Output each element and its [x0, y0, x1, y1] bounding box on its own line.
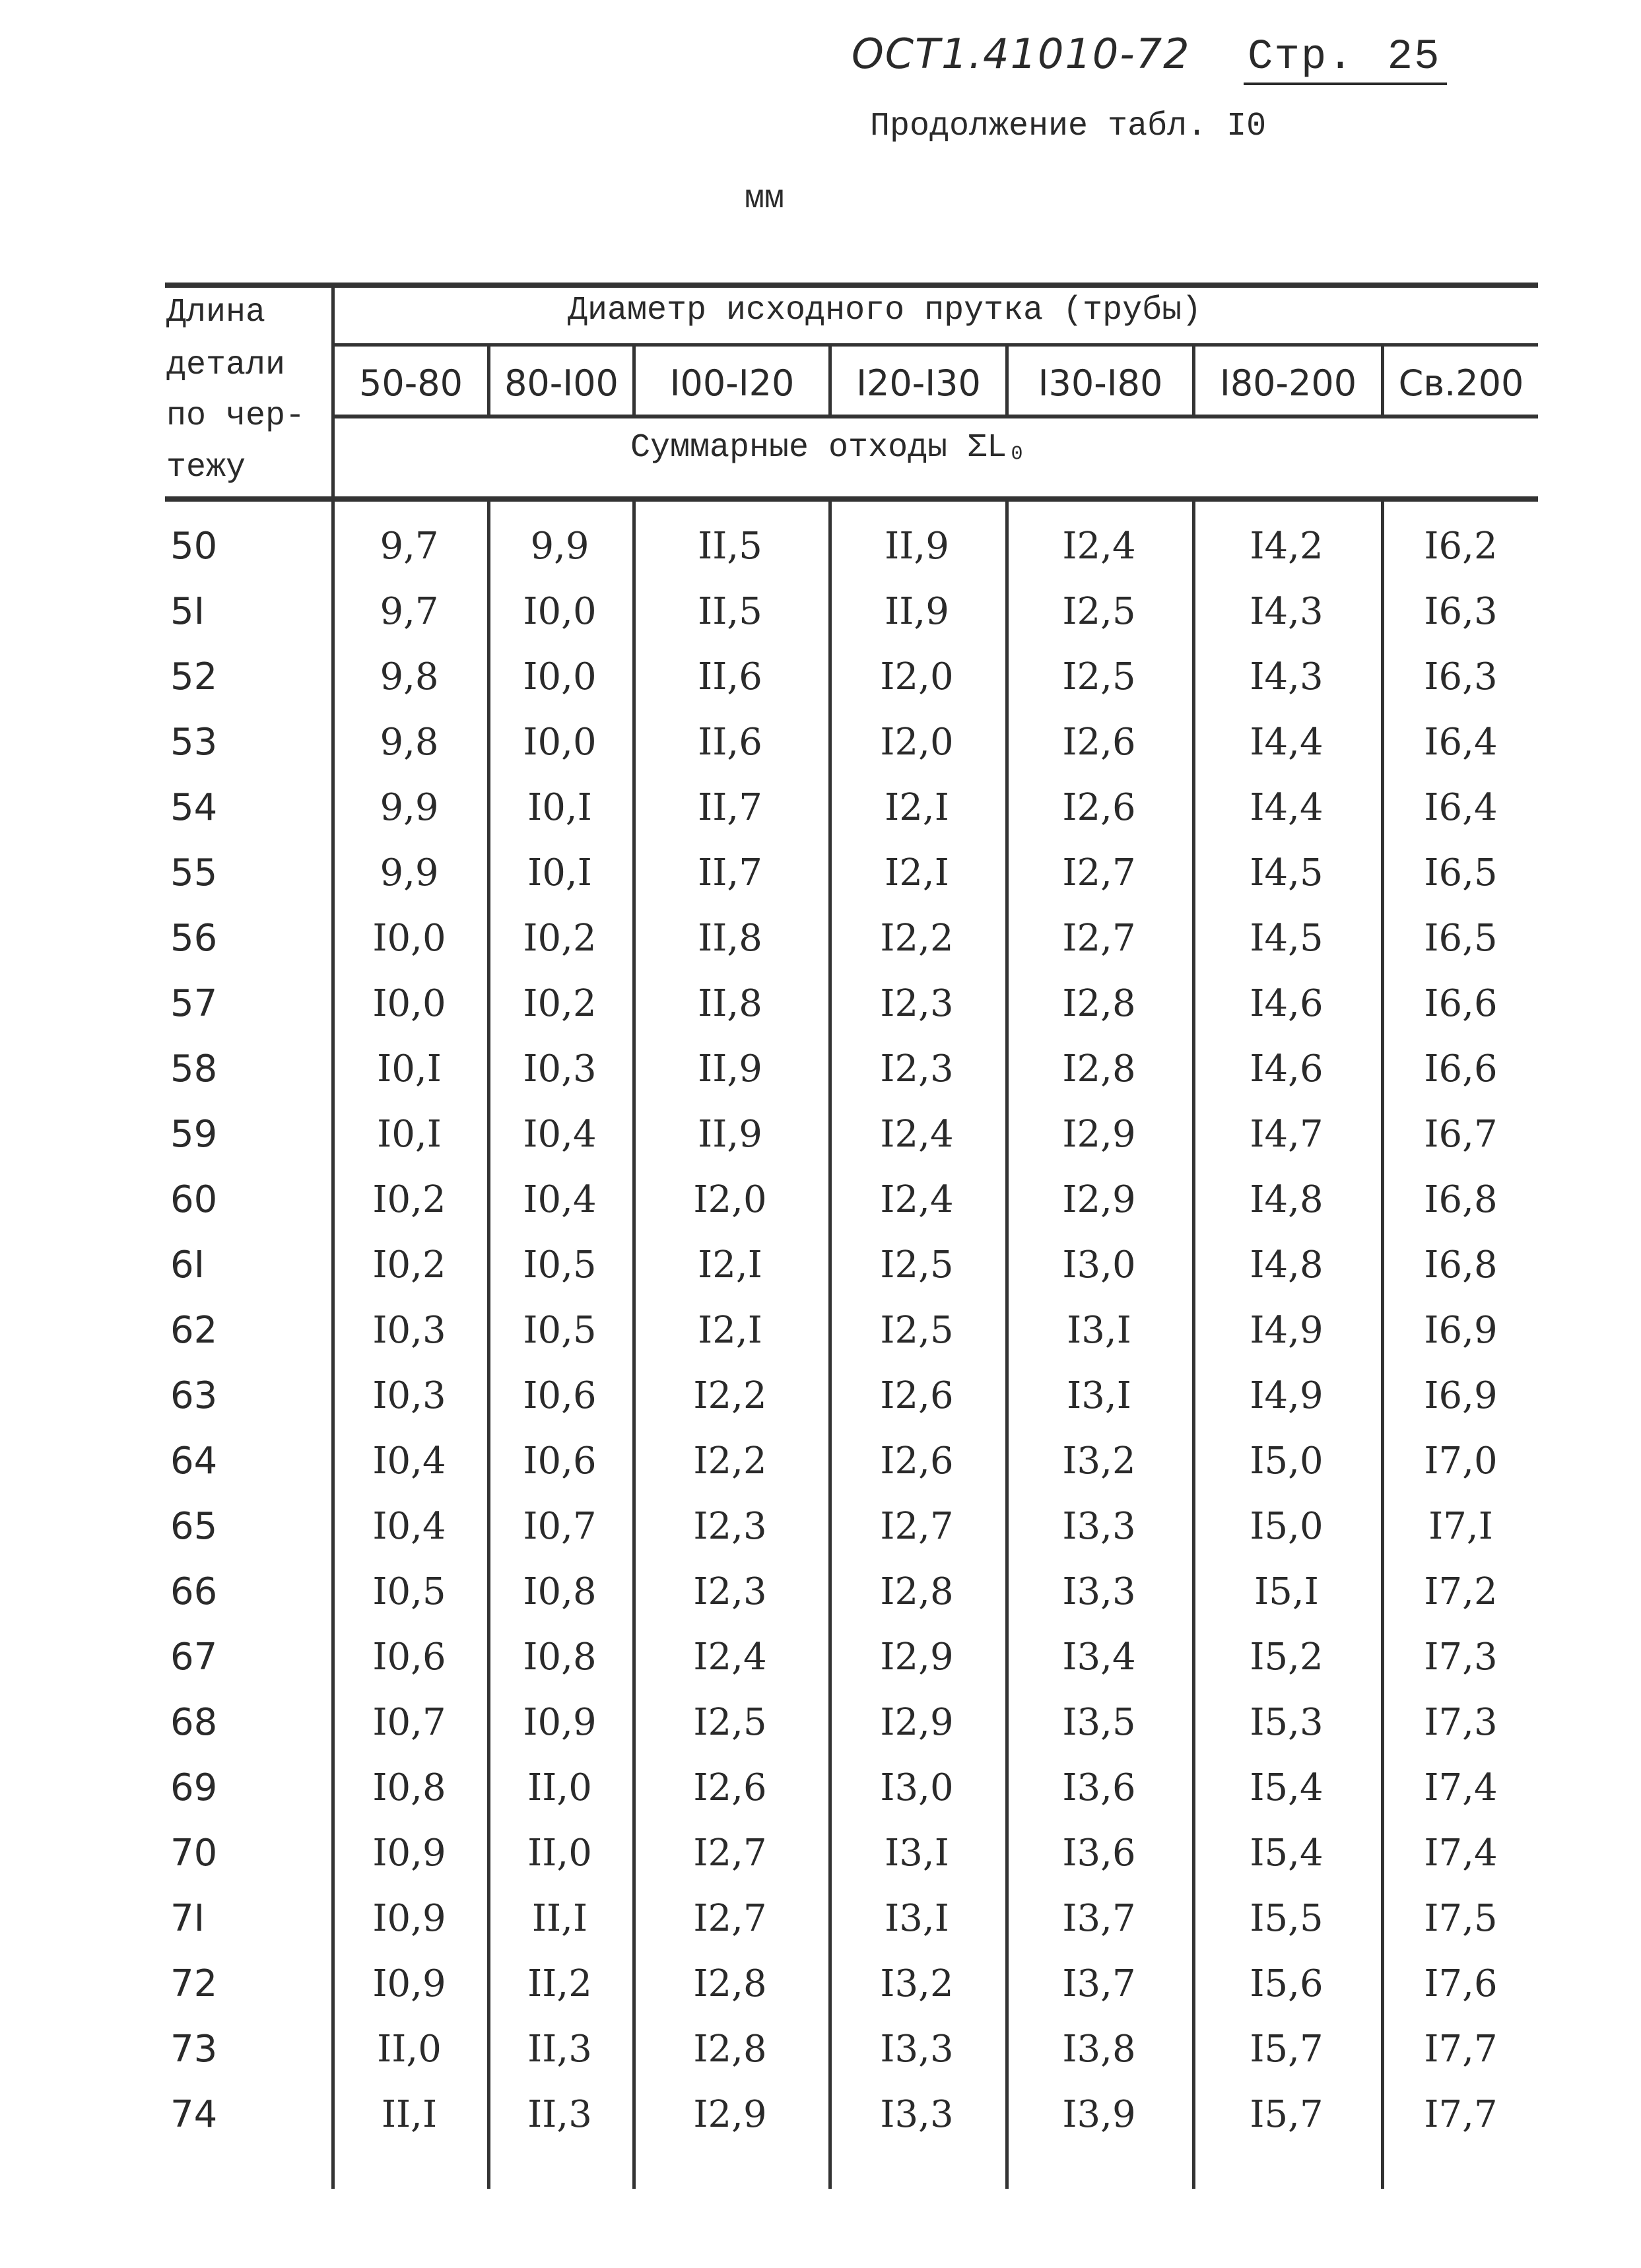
table-cell: I2,I: [698, 1309, 762, 1352]
row-length-label: 64: [170, 1440, 218, 1483]
row-length-label: 56: [170, 917, 218, 960]
table-cell: I2,7: [1062, 851, 1136, 894]
table-cell: I4,4: [1250, 786, 1323, 829]
table-cell: I3,2: [1062, 1440, 1136, 1483]
table-cell: I6,7: [1424, 1113, 1498, 1156]
column-header: 80-I00: [504, 362, 619, 404]
table-cell: I2,8: [880, 1570, 954, 1613]
table-cell: I6,8: [1424, 1178, 1498, 1221]
row-length-label: 54: [170, 786, 218, 829]
column-header: 50-80: [359, 362, 463, 404]
table-cell: I0,0: [372, 982, 446, 1025]
page-label-group: [1244, 34, 1447, 85]
stub-header-line: по чер-: [166, 397, 306, 435]
table-cell: I0,I: [377, 1113, 442, 1156]
table-cell: I5,4: [1250, 1832, 1323, 1875]
table-cell: I3,6: [1062, 1766, 1136, 1809]
table-cell: I2,5: [1062, 655, 1136, 698]
row-length-label: 5I: [170, 590, 205, 633]
table-cell: I0,4: [372, 1440, 446, 1483]
group-header: Диаметр исходного прутка (трубы): [568, 292, 1202, 329]
table-cell: II,8: [698, 982, 762, 1025]
table-cell: 9,7: [380, 590, 439, 633]
body-divider: [1381, 502, 1384, 2189]
row-length-label: 55: [170, 851, 218, 894]
table-cell: I3,3: [1062, 1505, 1136, 1548]
table-cell: I3,8: [1062, 2028, 1136, 2071]
body-divider: [1192, 502, 1195, 2189]
table-cell: II,0: [377, 2028, 442, 2071]
table-cell: I3,3: [880, 2093, 954, 2136]
table-cell: I2,5: [880, 1244, 954, 1286]
table-cell: 9,8: [380, 721, 439, 764]
table-cell: I6,4: [1424, 786, 1498, 829]
table-cell: I4,8: [1250, 1178, 1323, 1221]
stub-header-line: детали: [166, 347, 286, 384]
row-length-label: 7I: [170, 1897, 205, 1940]
table-cell: II,9: [885, 590, 949, 633]
table-cell: I2,2: [693, 1374, 767, 1417]
table-cell: I4,8: [1250, 1244, 1323, 1286]
document-header: [852, 30, 1447, 85]
table-cell: I3,7: [1062, 1897, 1136, 1940]
table-cell: I7,3: [1424, 1636, 1498, 1679]
table-cell: I0,8: [372, 1766, 446, 1809]
table-cell: I5,0: [1250, 1505, 1323, 1548]
row-header-divider: [331, 288, 335, 2189]
column-header: I80-200: [1219, 362, 1357, 404]
table-cell: I0,7: [372, 1701, 446, 1744]
column-header: I20-I30: [856, 362, 981, 404]
table-cell: I0,I: [527, 786, 592, 829]
row-length-label: 58: [170, 1048, 218, 1090]
table-cell: I2,5: [693, 1701, 767, 1744]
table-cell: I2,4: [693, 1636, 767, 1679]
table-cell: I3,I: [1067, 1374, 1131, 1417]
table-cell: I0,I: [377, 1048, 442, 1090]
document-code: OCT1.41010-72: [852, 30, 1191, 78]
column-header: I30-I80: [1038, 362, 1163, 404]
row-length-label: 62: [170, 1309, 218, 1352]
table-cell: II,0: [527, 1832, 592, 1875]
row-length-label: 66: [170, 1570, 218, 1613]
table-cell: I3,9: [1062, 2093, 1136, 2136]
table-cell: I7,I: [1428, 1505, 1493, 1548]
table-cell: I7,5: [1424, 1897, 1498, 1940]
sub-header: Суммарные отходы ΣL₀: [630, 429, 1027, 467]
table-cell: I2,3: [880, 1048, 954, 1090]
table-cell: I6,3: [1424, 590, 1498, 633]
table-cell: I5,6: [1250, 1962, 1323, 2005]
table-cell: I4,3: [1250, 655, 1323, 698]
table-cell: I7,7: [1424, 2028, 1498, 2071]
table-cell: I3,6: [1062, 1832, 1136, 1875]
row-length-label: 63: [170, 1374, 218, 1417]
row-length-label: 73: [170, 2028, 218, 2071]
table-cell: I4,5: [1250, 851, 1323, 894]
table-top-rule: [165, 283, 1538, 288]
table-cell: II,I: [381, 2093, 438, 2136]
group-header-rule: [333, 343, 1538, 347]
table-cell: I3,I: [1067, 1309, 1131, 1352]
column-header: Св.200: [1398, 362, 1524, 404]
table-cell: I0,9: [372, 1832, 446, 1875]
table-cell: I3,5: [1062, 1701, 1136, 1744]
table-cell: I3,3: [1062, 1570, 1136, 1613]
table-cell: I4,6: [1250, 1048, 1323, 1090]
table-cell: I5,2: [1250, 1636, 1323, 1679]
table-cell: I0,9: [372, 1962, 446, 2005]
table-cell: I0,7: [523, 1505, 597, 1548]
table-cell: I2,6: [693, 1766, 767, 1809]
table-cell: I3,0: [880, 1766, 954, 1809]
table-cell: I3,I: [885, 1897, 949, 1940]
table-cell: I5,3: [1250, 1701, 1323, 1744]
table-cell: I2,0: [880, 655, 954, 698]
table-cell: I4,4: [1250, 721, 1323, 764]
table-cell: I0,5: [523, 1309, 597, 1352]
table-cell: I6,6: [1424, 1048, 1498, 1090]
table-cell: I2,0: [880, 721, 954, 764]
table-cell: I5,I: [1254, 1570, 1319, 1613]
table-cell: I2,4: [1062, 525, 1136, 568]
table-cell: I2,4: [880, 1113, 954, 1156]
table-cell: I0,5: [372, 1570, 446, 1613]
table-cell: I2,6: [1062, 786, 1136, 829]
table-cell: I0,2: [523, 917, 597, 960]
table-cell: 9,7: [380, 525, 439, 568]
body-divider: [632, 502, 636, 2189]
row-length-label: 53: [170, 721, 218, 764]
table-cell: I0,0: [372, 917, 446, 960]
table-cell: I0,8: [523, 1636, 597, 1679]
table-cell: II,5: [698, 590, 762, 633]
table-cell: I0,4: [523, 1113, 597, 1156]
table-cell: I0,6: [523, 1374, 597, 1417]
row-length-label: 68: [170, 1701, 218, 1744]
table-cell: I0,0: [523, 590, 597, 633]
table-cell: I2,3: [880, 982, 954, 1025]
table-cell: I0,0: [523, 655, 597, 698]
table-cell: II,7: [698, 851, 762, 894]
row-length-label: 6I: [170, 1244, 205, 1286]
table-cell: II,9: [698, 1048, 762, 1090]
body-divider: [1005, 502, 1009, 2189]
table-cell: I0,0: [523, 721, 597, 764]
table-cell: I6,9: [1424, 1309, 1498, 1352]
table-cell: II,3: [527, 2093, 592, 2136]
table-cell: I4,5: [1250, 917, 1323, 960]
table-cell: I3,7: [1062, 1962, 1136, 2005]
table-cell: I7,7: [1424, 2093, 1498, 2136]
row-length-label: 70: [170, 1832, 218, 1875]
table-cell: I7,2: [1424, 1570, 1498, 1613]
table-cell: II,I: [531, 1897, 588, 1940]
table-cell: I7,4: [1424, 1832, 1498, 1875]
table-cell: I2,6: [880, 1374, 954, 1417]
table-cell: II,6: [698, 721, 762, 764]
table-cell: I2,2: [880, 917, 954, 960]
table-cell: I2,9: [1062, 1178, 1136, 1221]
table-cell: I0,4: [523, 1178, 597, 1221]
table-cell: I0,2: [372, 1244, 446, 1286]
table-cell: I2,9: [1062, 1113, 1136, 1156]
page-label: Стр.: [1248, 34, 1355, 81]
table-cell: I6,6: [1424, 982, 1498, 1025]
table-continuation-title: Продолжение табл. I0: [870, 108, 1267, 145]
column-header: I00-I20: [669, 362, 795, 404]
table-cell: I6,2: [1424, 525, 1498, 568]
table-cell: I0,9: [372, 1897, 446, 1940]
table-cell: I7,4: [1424, 1766, 1498, 1809]
table-cell: I0,5: [523, 1244, 597, 1286]
table-cell: I2,2: [693, 1440, 767, 1483]
row-length-label: 65: [170, 1505, 218, 1548]
table-cell: 9,9: [380, 786, 439, 829]
table-cell: I2,7: [880, 1505, 954, 1548]
row-length-label: 69: [170, 1766, 218, 1809]
table-cell: I2,I: [698, 1244, 762, 1286]
units-label: мм: [745, 180, 785, 218]
table-cell: I0,9: [523, 1701, 597, 1744]
columns-bottom-rule: [333, 415, 1538, 418]
table-cell: I2,I: [885, 786, 949, 829]
table-cell: I5,5: [1250, 1897, 1323, 1940]
table-cell: I0,3: [372, 1374, 446, 1417]
table-cell: I3,4: [1062, 1636, 1136, 1679]
table-cell: I2,8: [1062, 1048, 1136, 1090]
table-cell: I0,4: [372, 1505, 446, 1548]
table-cell: I2,3: [693, 1570, 767, 1613]
table-cell: I5,7: [1250, 2093, 1323, 2136]
table-cell: 9,9: [380, 851, 439, 894]
table-cell: I3,2: [880, 1962, 954, 2005]
table-cell: 9,9: [530, 525, 589, 568]
table-cell: I0,6: [372, 1636, 446, 1679]
table-cell: II,9: [885, 525, 949, 568]
table-cell: I2,8: [693, 1962, 767, 2005]
table-cell: I3,I: [885, 1832, 949, 1875]
table-cell: I0,8: [523, 1570, 597, 1613]
table-cell: I2,5: [1062, 590, 1136, 633]
table-cell: I0,3: [523, 1048, 597, 1090]
table-cell: I7,6: [1424, 1962, 1498, 2005]
table-cell: II,5: [698, 525, 762, 568]
table-cell: I2,7: [693, 1832, 767, 1875]
table-cell: II,7: [698, 786, 762, 829]
table-cell: II,6: [698, 655, 762, 698]
stub-header-line: Длина: [166, 294, 266, 331]
table-cell: I5,0: [1250, 1440, 1323, 1483]
table-cell: I2,5: [880, 1309, 954, 1352]
table-cell: I2,9: [693, 2093, 767, 2136]
table-cell: I6,8: [1424, 1244, 1498, 1286]
table-cell: I2,0: [693, 1178, 767, 1221]
table-cell: II,9: [698, 1113, 762, 1156]
table-cell: I3,3: [880, 2028, 954, 2071]
table-cell: I6,5: [1424, 851, 1498, 894]
table-cell: I6,5: [1424, 917, 1498, 960]
table-cell: I0,6: [523, 1440, 597, 1483]
table-cell: I7,0: [1424, 1440, 1498, 1483]
table-cell: I4,7: [1250, 1113, 1323, 1156]
table-cell: I3,0: [1062, 1244, 1136, 1286]
table-cell: I2,6: [1062, 721, 1136, 764]
table-cell: I0,I: [527, 851, 592, 894]
table-cell: I0,2: [372, 1178, 446, 1221]
table-cell: I4,9: [1250, 1309, 1323, 1352]
table-cell: I0,2: [523, 982, 597, 1025]
table-cell: II,2: [527, 1962, 592, 2005]
row-length-label: 57: [170, 982, 218, 1025]
table-cell: I6,9: [1424, 1374, 1498, 1417]
row-length-label: 60: [170, 1178, 218, 1221]
row-length-label: 67: [170, 1636, 218, 1679]
table-cell: I4,3: [1250, 590, 1323, 633]
table-cell: I2,8: [693, 2028, 767, 2071]
table-cell: II,3: [527, 2028, 592, 2071]
table-cell: I4,2: [1250, 525, 1323, 568]
table-cell: II,0: [527, 1766, 592, 1809]
table-cell: I2,7: [693, 1897, 767, 1940]
table-cell: I2,6: [880, 1440, 954, 1483]
table-cell: I5,4: [1250, 1766, 1323, 1809]
table-cell: I2,9: [880, 1701, 954, 1744]
table-cell: I4,9: [1250, 1374, 1323, 1417]
table-cell: I2,8: [1062, 982, 1136, 1025]
table-cell: I2,I: [885, 851, 949, 894]
stub-header-line: тежу: [166, 449, 246, 486]
table-cell: I5,7: [1250, 2028, 1323, 2071]
table-cell: 9,8: [380, 655, 439, 698]
table-cell: I2,4: [880, 1178, 954, 1221]
header-bottom-rule: [165, 496, 1538, 502]
table-cell: I2,7: [1062, 917, 1136, 960]
row-length-label: 72: [170, 1962, 218, 2005]
row-length-label: 74: [170, 2093, 218, 2136]
table-cell: I6,3: [1424, 655, 1498, 698]
row-length-label: 50: [170, 525, 218, 568]
table-cell: II,8: [698, 917, 762, 960]
table-cell: I2,3: [693, 1505, 767, 1548]
table-cell: I4,6: [1250, 982, 1323, 1025]
row-length-label: 59: [170, 1113, 218, 1156]
page-number: 25: [1387, 34, 1441, 81]
table-cell: I0,3: [372, 1309, 446, 1352]
table-cell: I6,4: [1424, 721, 1498, 764]
row-length-label: 52: [170, 655, 218, 698]
table-cell: I2,9: [880, 1636, 954, 1679]
table-cell: I7,3: [1424, 1701, 1498, 1744]
